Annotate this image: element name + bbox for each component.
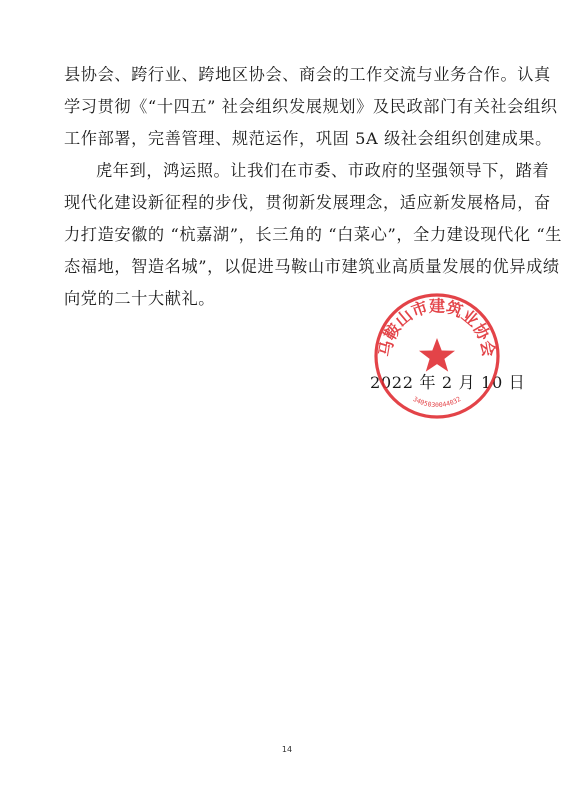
body-line: 县协会、跨行业、跨地区协会、商会的工作交流与业务合作。认真	[64, 65, 551, 84]
official-seal	[372, 291, 502, 421]
seal-star	[419, 338, 455, 372]
body-line: 态福地，智造名城”，以促进马鞍山市建筑业高质量发展的优异成绩	[64, 257, 560, 276]
body-line: 向党的二十大献礼。	[64, 289, 216, 308]
body-line: 学习贯彻《“十四五” 社会组织发展规划》及民政部门有关社会组织	[64, 97, 558, 116]
body-line: 工作部署，完善管理、规范运作，巩固 5A 级社会组织创建成果。	[64, 129, 552, 148]
seal-code	[412, 395, 463, 409]
body-line: 力打造安徽的 “杭嘉湖”，长三角的 “白菜心”，全力建设现代化 “生	[64, 225, 563, 244]
signature-date: 2022 年 2 月 10 日	[370, 373, 526, 392]
page-number: 14	[281, 745, 293, 754]
body-line: 现代化建设新征程的步伐，贯彻新发展理念，适应新发展格局，奋	[64, 193, 551, 212]
seal-org-name-path: 马鞍山市建筑业协会	[375, 296, 499, 359]
body-line: 虎年到，鸿运照。让我们在市委、市政府的坚强领导下，踏着	[96, 161, 550, 180]
seal-code-path: 3405030044032	[411, 395, 463, 410]
